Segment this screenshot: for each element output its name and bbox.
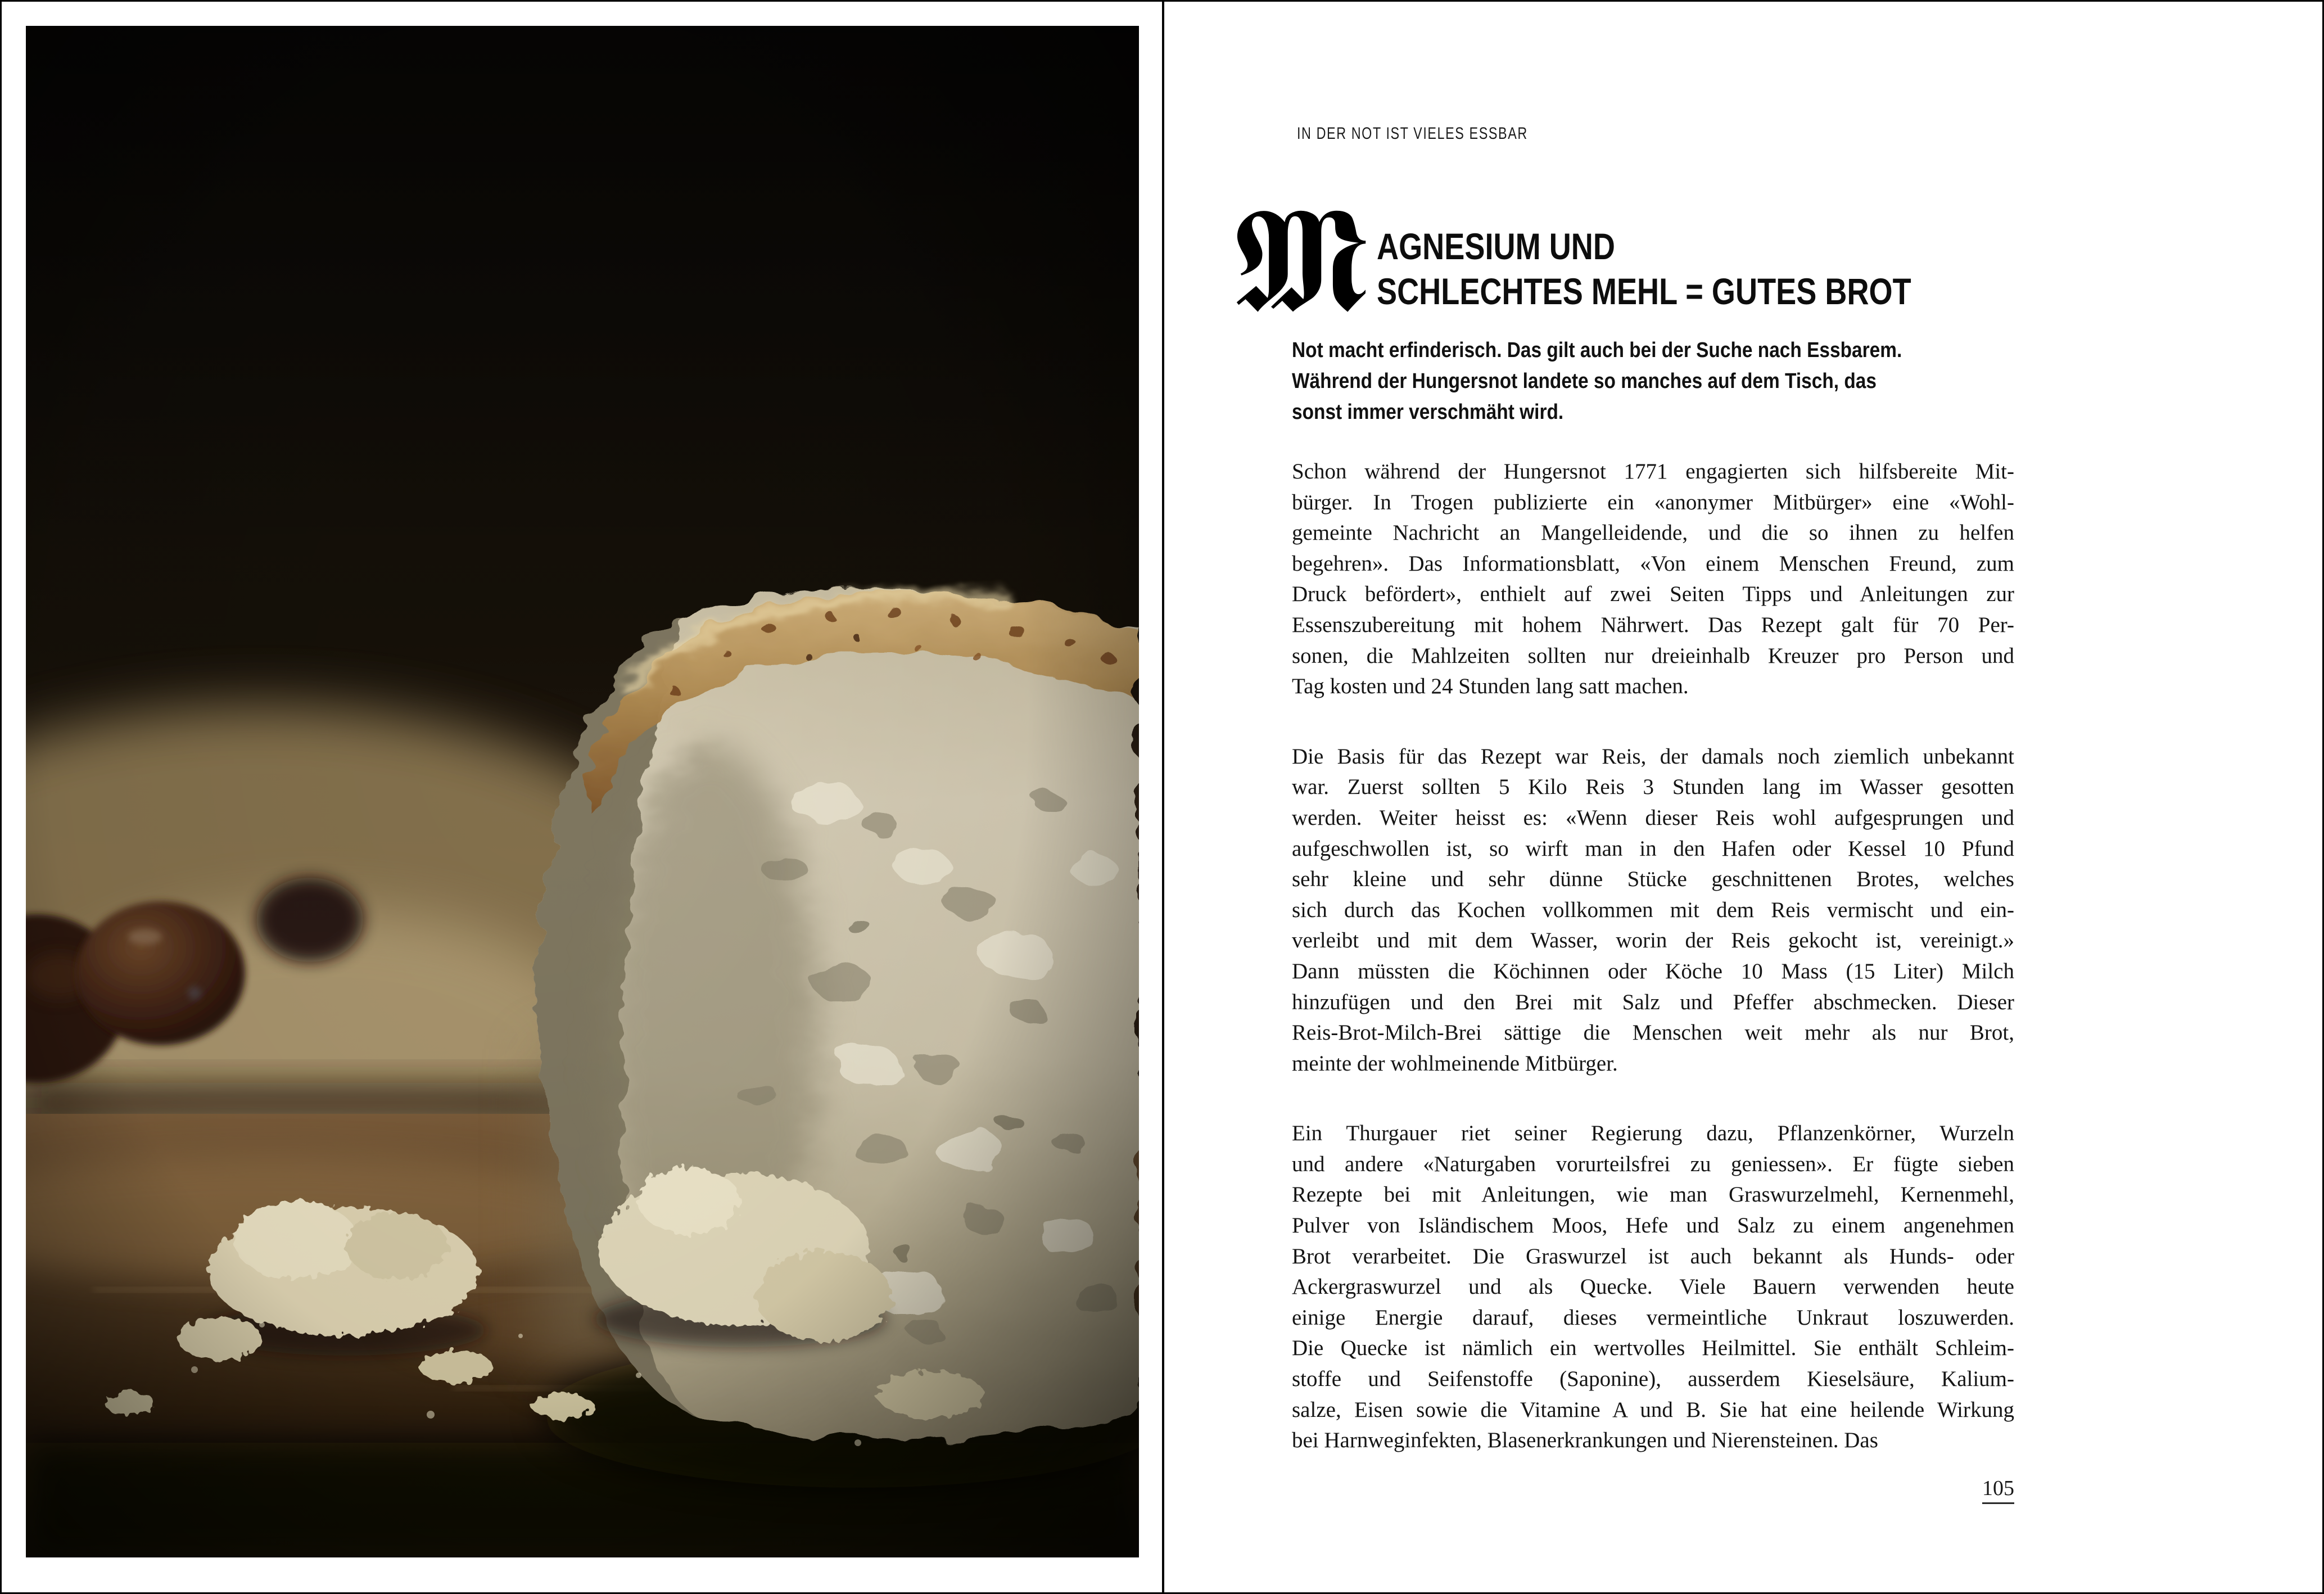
text-line: begehren». Das Informationsblatt, «Von einem Menschen Freund, zum bbox=[1292, 551, 2014, 576]
page-gutter-divider bbox=[1162, 2, 1164, 1592]
text-line: aufgeschwollen ist, so wirft man in den Hafen oder Kessel 10 Pfund bbox=[1292, 836, 2014, 861]
text-line: Ein Thurgauer riet seiner Regierung dazu, Pflanzenkörner, Wurzeln bbox=[1292, 1121, 2014, 1146]
text-line: bei Harnweginfekten, Blasenerkrankungen und Nierensteinen. Das bbox=[1292, 1428, 1878, 1453]
text-line: Ackergraswurzel und als Quecke. Viele Bauern verwenden heute bbox=[1292, 1275, 2014, 1299]
text-line: salze, Eisen sowie die Vitamine A und B. Sie hat eine heilende Wirkung bbox=[1292, 1397, 2014, 1422]
text-line: und andere «Naturgaben vorurteilsfrei zu geniessen». Er fügte sieben bbox=[1292, 1152, 2014, 1176]
ornate-initial-m: 𝕸 bbox=[1235, 175, 1368, 344]
text-line: Die Quecke ist nämlich ein wertvolles Heilmittel. Sie enthält Schleim- bbox=[1292, 1336, 2014, 1361]
text-line: Die Basis für das Rezept war Reis, der damals noch ziemlich unbekannt bbox=[1292, 744, 2014, 769]
running-head: IN DER NOT IST VIELES ESSBAR bbox=[1297, 124, 1528, 143]
intro-line: Not macht erfinderisch. Das gilt auch bei der Suche nach Essbarem. bbox=[1292, 338, 1902, 362]
text-line: Tag kosten und 24 Stunden lang satt machen. bbox=[1292, 674, 1689, 699]
text-line: sich durch das Kochen vollkommen mit dem Reis vermischt und ein- bbox=[1292, 897, 2014, 922]
paragraph bbox=[1292, 742, 2014, 1080]
text-line: Druck befördert», enthielt auf zwei Seiten Tipps und Anleitungen zur bbox=[1292, 582, 2014, 607]
text-line: Essenszubereitung mit hohem Nährwert. Das Rezept galt für 70 Per- bbox=[1292, 612, 2014, 637]
intro-paragraph bbox=[1292, 335, 2014, 428]
vignette bbox=[26, 26, 1139, 1557]
text-line: stoffe und Seifenstoffe (Saponine), ausserdem Kieselsäure, Kalium- bbox=[1292, 1367, 2014, 1392]
text-line: verleibt und mit dem Wasser, worin der Reis gekocht ist, vereinigt.» bbox=[1292, 928, 2014, 953]
text-line: bürger. In Trogen publizierte ein «anonymer Mitbürger» eine «Wohl- bbox=[1292, 490, 2014, 514]
text-line: gemeinte Nachricht an Mangelleidende, und die so ihnen zu helfen bbox=[1292, 521, 2014, 545]
chapter-title bbox=[1377, 224, 1911, 314]
text-line: sehr kleine und sehr dünne Stücke geschnittenen Brotes, welches bbox=[1292, 867, 2014, 892]
text-line: meinte der wohlmeinende Mitbürger. bbox=[1292, 1051, 1618, 1076]
chapter-title-line2: SCHLECHTES MEHL = GUTES BROT bbox=[1377, 270, 1911, 312]
text-line: Brot verarbeitet. Die Graswurzel ist auch bekannt als Hunds- oder bbox=[1292, 1244, 2014, 1268]
chapter-title-line1: AGNESIUM UND bbox=[1377, 225, 1615, 267]
text-line: Reis-Brot-Milch-Brei sättige die Menschen weit mehr als nur Brot, bbox=[1292, 1020, 2014, 1045]
text-line: Pulver von Isländischem Moos, Hefe und Salz zu einem angenehmen bbox=[1292, 1213, 2014, 1238]
text-line: sonen, die Mahlzeiten sollten nur dreieinhalb Kreuzer pro Person und bbox=[1292, 643, 2014, 668]
paragraph bbox=[1292, 457, 2014, 702]
text-line: hinzufügen und den Brei mit Salz und Pfeffer abschmecken. Dieser bbox=[1292, 990, 2014, 1014]
left-page-photo bbox=[26, 26, 1139, 1557]
page-number: 105 bbox=[1292, 1476, 2014, 1504]
paragraph bbox=[1292, 1118, 2014, 1456]
text-line: einige Energie darauf, dieses vermeintliche Unkraut loszuwerden. bbox=[1292, 1305, 2014, 1330]
intro-line: sonst immer verschmäht wird. bbox=[1292, 400, 1564, 424]
text-line: Schon während der Hungersnot 1771 engagierten sich hilfsbereite Mit- bbox=[1292, 459, 2014, 484]
text-line: Dann müssten die Köchinnen oder Köche 10 Mass (15 Liter) Milch bbox=[1292, 959, 2014, 983]
intro-line: Während der Hungersnot landete so manches auf dem Tisch, das bbox=[1292, 369, 1877, 393]
bread-still-life-photo bbox=[26, 26, 1139, 1557]
text-line: Rezepte bei mit Anleitungen, wie man Graswurzelmehl, Kernenmehl, bbox=[1292, 1182, 2014, 1207]
body-text bbox=[1292, 457, 2014, 1456]
text-line: war. Zuerst sollten 5 Kilo Reis 3 Stunden lang im Wasser gesotten bbox=[1292, 775, 2014, 800]
text-line: werden. Weiter heisst es: «Wenn dieser Reis wohl aufgesprungen und bbox=[1292, 805, 2014, 830]
